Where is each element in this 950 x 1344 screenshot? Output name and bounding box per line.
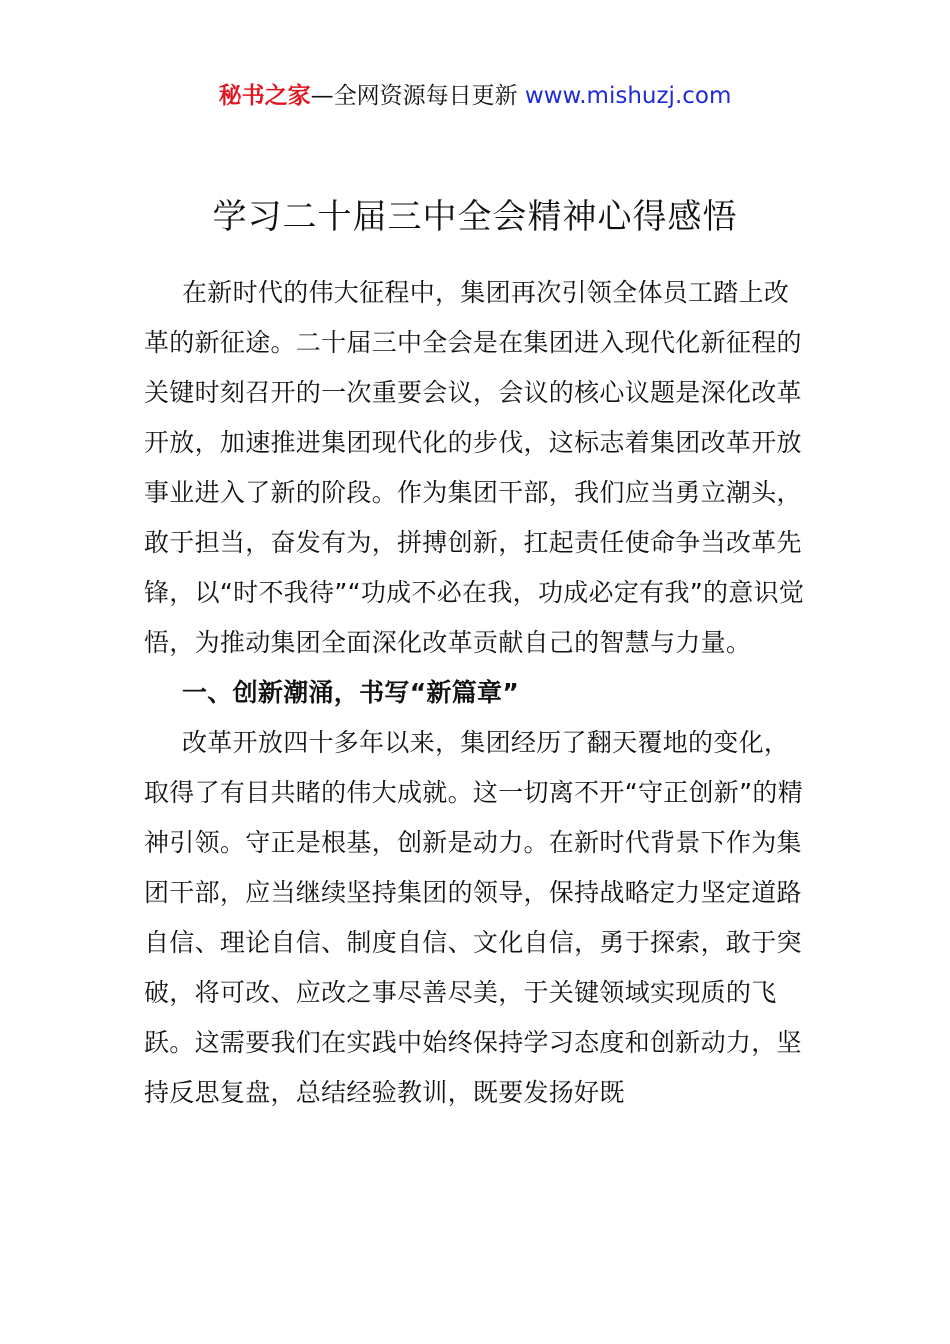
section-heading: 一、创新潮涌，书写“新篇章” — [182, 678, 520, 707]
site-header — [0, 80, 950, 112]
site-url-link[interactable]: www.mishuzj.com — [524, 83, 732, 109]
section-paragraph: 改革开放四十多年以来，集团经历了翻天覆地的变化，取得了有目共睹的伟大成就。这一切离不开“守正创新”的精神引领。守正是根基，创新是动力。在新时代背景下作为集团干部，应当继续坚持集团的领导，保持战略定力坚定道路自信、理论自信、制度自信、文化自信，勇于探索，敢于突破，将可改、应改之事尽善尽美，于关键领域实现质的飞跃。这需要我们在实践中始终保持学习态度和创新动力，坚持反思复盘，总结经验教训，既要发扬好既 — [144, 728, 804, 1107]
brand-name: 秘书之家 — [218, 83, 311, 109]
intro-paragraph: 在新时代的伟大征程中，集团再次引领全体员工踏上改革的新征途。二十届三中全会是在集团进入现代化新征程的关键时刻召开的一次重要会议，会议的核心议题是深化改革开放，加速推进集团现代化的步伐，这标志着集团改革开放事业进入了新的阶段。作为集团干部，我们应当勇立潮头，敢于担当，奋发有为，拼搏创新，扛起责任使命争当改革先锋，以“时不我待”“功成不必在我，功成必定有我”的意识觉悟，为推动集团全面深化改革贡献自己的智慧与力量。 — [144, 278, 805, 657]
document-body — [144, 268, 806, 1118]
document-title: 学习二十届三中全会精神心得感悟 — [212, 197, 738, 237]
header-tagline: —全网资源每日更新 — [310, 83, 525, 109]
